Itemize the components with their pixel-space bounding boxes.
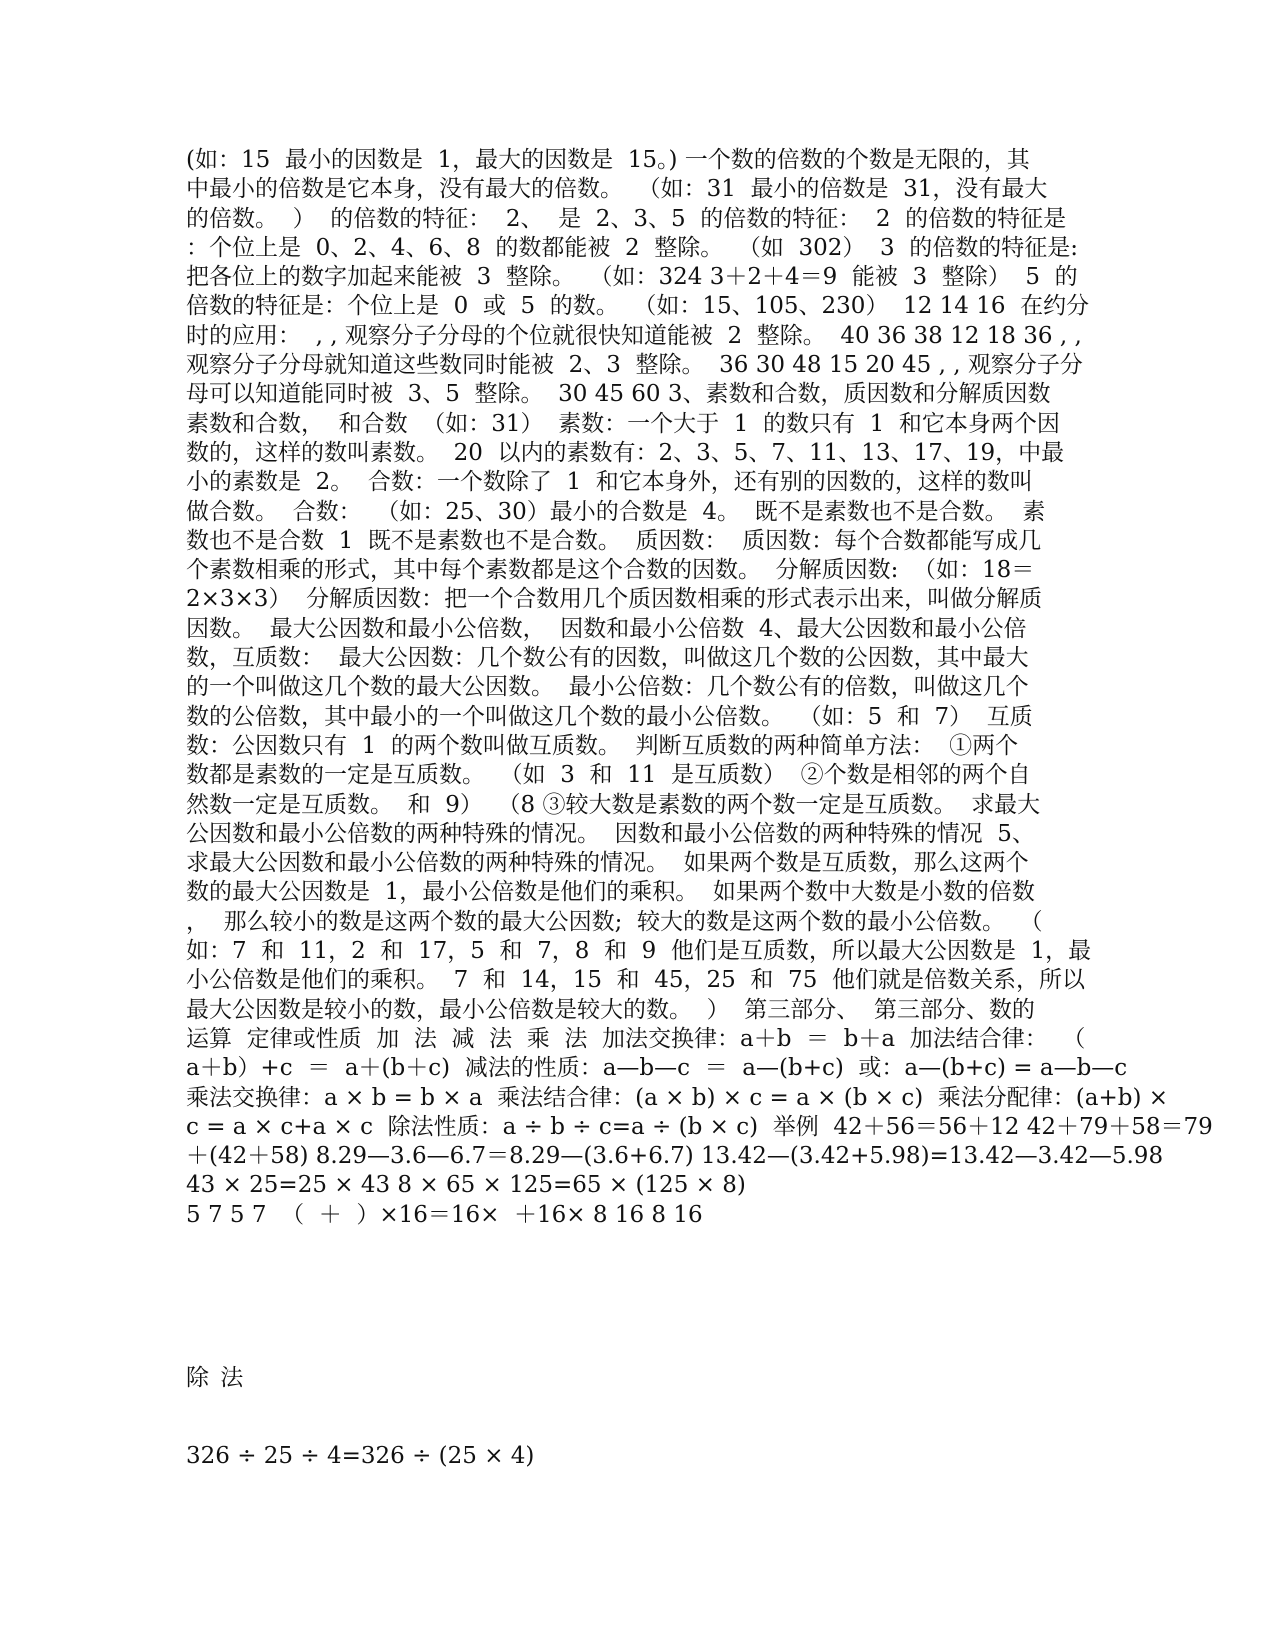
text-line: 观察分子分母就知道这些数同时能被 2、3 整除。 36 30 48 15 20 45 , , 观察分子分 — [186, 352, 1083, 379]
text-line: 数的公倍数，其中最小的一个叫做这几个数的最小公倍数。 （如：5 和 7） 互质 — [186, 703, 1033, 730]
text-line: 然数一定是互质数。 和 9） （8 ③较大数是素数的两个数一定是互质数。 求最大 — [186, 791, 1041, 818]
text-line: 数的，这样的数叫素数。 20 以内的素数有：2、3、5、7、11、13、17、19，中最 — [186, 439, 1065, 466]
text-line: 数的最大公因数是 1，最小公倍数是他们的乘积。 如果两个数中大数是小数的倍数 — [186, 879, 1035, 906]
text-line: 时的应用： , , 观察分子分母的个位就很快知道能被 2 整除。 40 36 38 12 18 36 , , — [186, 322, 1082, 349]
text-line: 的一个叫做这几个数的最大公因数。 最小公倍数：几个数公有的倍数，叫做这几个 — [186, 674, 1029, 701]
text-line: 数都是素数的一定是互质数。 （如 3 和 11 是互质数） ②个数是相邻的两个自 — [186, 762, 1031, 789]
text-line: 的倍数。 ） 的倍数的特征： 2、 是 2、3、5 的倍数的特征： 2 的倍数的特征是 — [186, 205, 1067, 232]
text-line: 做合数。 合数： （如：25、30）最小的合数是 4。 既不是素数也不是合数。 素 — [186, 498, 1046, 525]
text-line: ， 那么较小的数是这两个数的最大公因数; 较大的数是这两个数的最小公倍数。 （ — [186, 908, 1043, 935]
text-line: 数：公因数只有 1 的两个数叫做互质数。 判断互质数的两种简单方法： ①两个 — [186, 732, 1019, 759]
text-line: 数也不是合数 1 既不是素数也不是合数。 质因数： 质因数：每个合数都能写成几 — [186, 527, 1042, 554]
text-line: 乘法交换律：a × b = b × a 乘法结合律：(a × b) × c = a × (b × c) 乘法分配律：(a+b) × — [186, 1084, 1169, 1111]
text-line: 素数和合数， 和合数 （如：31） 素数：一个大于 1 的数只有 1 和它本身两个因 — [186, 410, 1060, 437]
division-example: 326 ÷ 25 ÷ 4=326 ÷ (25 × 4) — [186, 1443, 535, 1469]
text-line: 运算 定律或性质 加 法 减 法 乘 法 加法交换律：a＋b ＝ b＋a 加法结合律： （ — [186, 1025, 1086, 1052]
text-line: a＋b）+c ＝ a＋(b＋c) 减法的性质：a—b—c ＝ a—(b+c) 或：a—(b+c) = a—b—c — [186, 1055, 1128, 1082]
text-line: ：个位上是 0、2、4、6、8 的数都能被 2 整除。 （如 302） 3 的倍数的特征是: — [186, 234, 1079, 261]
body-text — [186, 146, 1213, 1230]
text-line: 2×3×3） 分解质因数：把一个合数用几个质因数相乘的形式表示出来，叫做分解质 — [186, 586, 1043, 613]
text-line: 数，互质数： 最大公因数：几个数公有的因数，叫做这几个数的公因数，其中最大 — [186, 645, 1029, 672]
text-line: 5 7 5 7 （ ＋ ）×16＝16× ＋16× 8 16 8 16 — [186, 1201, 703, 1228]
text-line: 小的素数是 2。 合数：一个数除了 1 和它本身外，还有别的因数的，这样的数叫 — [186, 469, 1033, 496]
text-line: 小公倍数是他们的乘积。 7 和 14，15 和 45，25 和 75 他们就是倍数关系，所以 — [186, 967, 1085, 994]
text-line: 把各位上的数字加起来能被 3 整除。 （如：324 3＋2＋4＝9 能被 3 整除） 5 的 — [186, 264, 1078, 291]
text-line: 倍数的特征是：个位上是 0 或 5 的数。 （如：15、105、230） 12 14 16 在约分 — [186, 293, 1090, 320]
text-line: 如：7 和 11，2 和 17，5 和 7，8 和 9 他们是互质数，所以最大公因数是 1，最 — [186, 938, 1092, 965]
text-line: ＋(42＋58) 8.29—3.6—6.7＝8.29—(3.6+6.7) 13.42—(3.42+5.98)=13.42—3.42—5.98 — [186, 1143, 1164, 1170]
text-line: 中最小的倍数是它本身，没有最大的倍数。 （如：31 最小的倍数是 31，没有最大 — [186, 176, 1048, 203]
division-heading: 除 法 — [186, 1365, 246, 1391]
text-line: 43 × 25=25 × 43 8 × 65 × 125=65 × (125 × 8) — [186, 1172, 746, 1199]
text-line: 求最大公因数和最小公倍数的两种特殊的情况。 如果两个数是互质数，那么这两个 — [186, 850, 1029, 877]
text-line: 因数。 最大公因数和最小公倍数， 因数和最小公倍数 4、最大公因数和最小公倍 — [186, 615, 1027, 642]
text-line: c = a × c+a × c 除法性质：a ÷ b ÷ c=a ÷ (b × c) 举例 42＋56＝56＋12 42＋79＋58＝79 — [186, 1113, 1213, 1140]
text-line: 最大公因数是较小的数，最小公倍数是较大的数。 ） 第三部分、 第三部分、数的 — [186, 996, 1035, 1023]
text-line: 公因数和最小公倍数的两种特殊的情况。 因数和最小公倍数的两种特殊的情况 5、 — [186, 820, 1035, 847]
text-line: 个素数相乘的形式，其中每个素数都是这个合数的因数。 分解质因数: （如：18＝ — [186, 557, 1035, 584]
text-line: (如：15 最小的因数是 1，最大的因数是 15。) 一个数的倍数的个数是无限的，其 — [186, 147, 1030, 173]
text-line: 母可以知道能同时被 3、5 整除。 30 45 60 3、素数和合数，质因数和分解质因数 — [186, 381, 1051, 408]
